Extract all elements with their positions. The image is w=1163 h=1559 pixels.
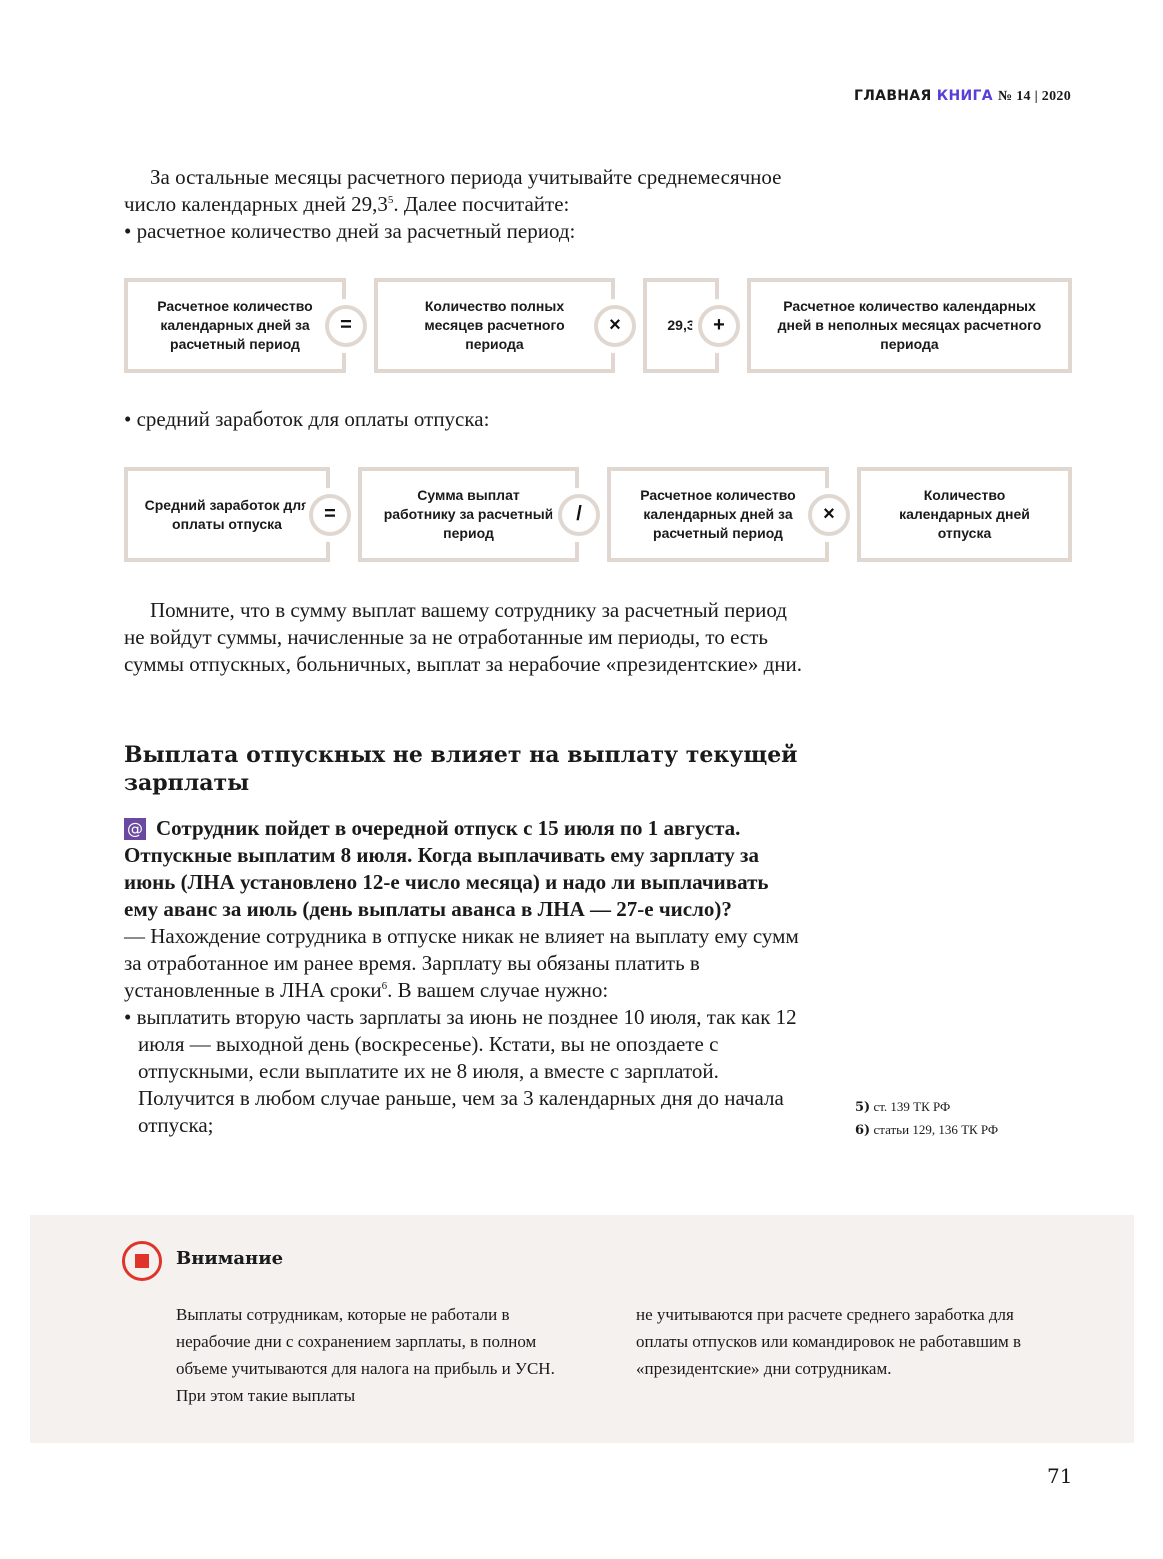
equals-icon: = [309,494,351,536]
answer-block [124,923,804,1139]
plus-icon: + [698,305,740,347]
question-text: Сотрудник пойдет в очередной отпуск с 15 июля по 1 августа. Отпускные выплатим 8 июля. Когда выплачивать ему зарплату за июнь (ЛНА установлено 12-е число месяца) и надо ли выплачивать ему аванс за июль (день выплаты аванса в ЛНА — 27-е число)? [124,816,769,921]
divide-icon: / [558,494,600,536]
answer-paragraph: — Нахождение сотрудника в отпуске никак не влияет на выплату ему сумм за отработанное им ранее время. Зарплату вы обязаны платить в установленные в ЛНА сроки$^6$. В вашем случае нужно: [124,924,799,1002]
formula-box: Средний заработок для оплаты отпуска [124,467,330,562]
formula-box: 29,3 [643,278,719,373]
issue-number: № 14 | 2020 [998,89,1071,104]
intro-paragraph: За остальные месяцы расчетного периода учитывайте среднемесячное число календарных дней 29,3$^5$. Далее посчитайте: [124,165,782,216]
multiply-icon: × [594,305,636,347]
brand-name-accent: КНИГА [936,88,993,104]
formula-box: Количество полных месяцев расчетного периода [374,278,615,373]
formula-box: Расчетное количество календарных дней за расчетный период [124,278,346,373]
bullet-item: • средний заработок для оплаты отпуска: [124,407,490,431]
running-header [854,88,1071,105]
remember-paragraph: Помните, что в сумму выплат вашему сотруднику за расчетный период не войдут суммы, начисленные за не отработанные им периоды, то есть суммы отпускных, больничных, выплат за нерабочие «президентские» дни. [124,598,803,676]
stop-icon [122,1241,162,1281]
formula-calendar-days [124,278,1072,373]
attention-text-col1: Выплаты сотрудникам, которые не работали в нерабочие дни с сохранением зарплаты, в полном объеме учитываются для налога на прибыль и УСН. При этом такие выплаты [176,1305,555,1405]
bullet-item: • расчетное количество дней за расчетный период: [124,219,576,243]
footnote: 6) статьи 129, 136 ТК РФ [855,1122,999,1138]
attention-title: Внимание [176,1248,284,1269]
multiply-icon: × [808,494,850,536]
equals-icon: = [325,305,367,347]
attention-text-col2: не учитываются при расчете среднего заработка для оплаты отпусков или командировок не работавшим в «президентские» дни сотрудникам. [636,1305,1022,1378]
bullet-item: • выплатить вторую часть зарплаты за июнь не позднее 10 июля, так как 12 июля — выходной день (воскресенье). Кстати, вы не опоздаете с отпускными, если выплатите их не 8 июля, а вместе с зарплатой. Получится в любом случае раньше, чем за 3 календарных дня до начала отпуска; [124,1005,797,1137]
formula-box: Сумма выплат работнику за расчетный период [358,467,579,562]
page-number: 71 [1047,1464,1073,1488]
footnote-ref[interactable]: 6 [381,980,388,992]
question-block [124,815,804,923]
formula-box: Расчетное количество календарных дней в неполных месяцах расчетного периода [747,278,1072,373]
formula-box: Расчетное количество календарных дней за расчетный период [607,467,829,562]
at-icon: @ [124,818,146,840]
footnote: 5) ст. 139 ТК РФ [855,1099,951,1115]
formula-average-earnings [124,467,1072,562]
intro-text [124,164,804,245]
footnotes [855,1096,998,1142]
formula-box: Количество календарных дней отпуска [857,467,1072,562]
brand-name: ГЛАВНАЯ [854,88,932,104]
attention-box [30,1215,1134,1443]
section-heading: Выплата отпускных не влияет на выплату текущей зарплаты [124,742,798,796]
footnote-ref[interactable]: 5 [387,194,394,206]
